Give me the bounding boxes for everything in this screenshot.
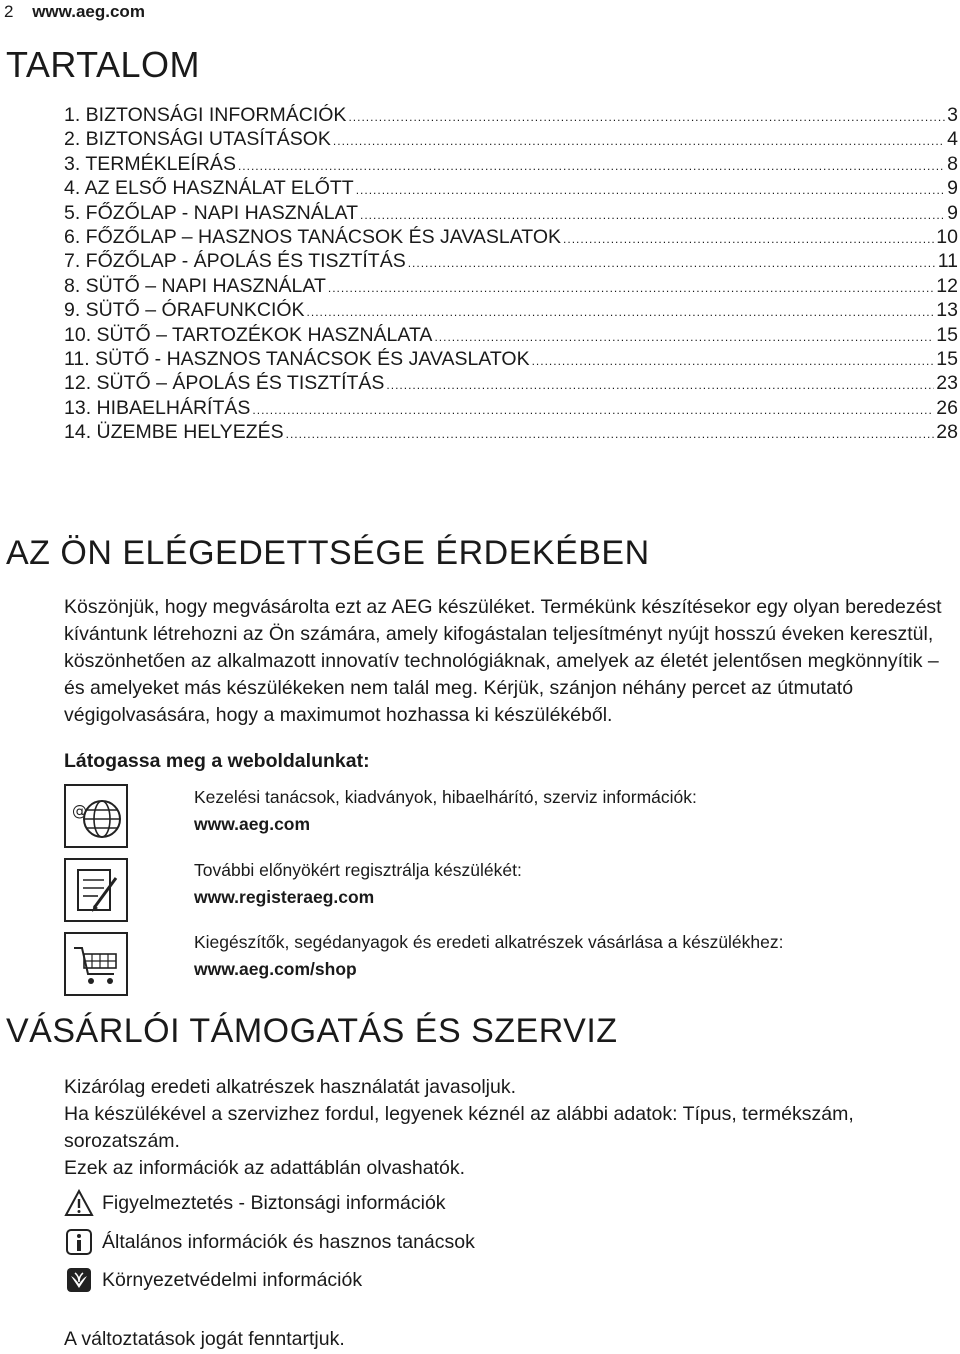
toc-item[interactable]	[64, 104, 958, 128]
footer-note: A változtatások jogát fenntartjuk.	[64, 1328, 345, 1350]
toc-item[interactable]	[64, 421, 958, 445]
toc-item-label: 14. ÜZEMBE HELYEZÉS	[64, 421, 284, 444]
table-of-contents	[64, 104, 958, 445]
toc-leader-dots	[434, 330, 934, 344]
toc-item-page: 9	[947, 177, 958, 200]
toc-item[interactable]	[64, 348, 958, 372]
toc-leader-dots	[307, 305, 935, 319]
toc-item-label: 4. AZ ELSŐ HASZNÁLAT ELŐTT	[64, 177, 354, 200]
info-note	[64, 1227, 475, 1257]
toc-item-page: 9	[947, 201, 958, 224]
info-icon	[64, 1227, 94, 1257]
toc-item[interactable]	[64, 299, 958, 323]
register-form-icon	[64, 858, 128, 922]
toc-leader-dots	[333, 134, 945, 148]
visit-website-label: Látogassa meg a weboldalunkat:	[64, 750, 370, 772]
shop-link-block	[194, 929, 784, 983]
toc-leader-dots	[532, 354, 935, 368]
toc-leader-dots	[286, 427, 935, 441]
warning-note-text: Figyelmeztetés - Biztonsági információk	[102, 1191, 446, 1214]
environment-note-text: Környezetvédelmi információk	[102, 1268, 363, 1291]
warning-triangle-icon	[64, 1188, 94, 1218]
register-link-text: További előnyökért regisztrálja készülékét:	[194, 860, 522, 880]
satisfaction-title: AZ ÖN ELÉGEDETTSÉGE ÉRDEKÉBEN	[6, 534, 650, 572]
toc-item[interactable]	[64, 372, 958, 396]
toc-item[interactable]	[64, 275, 958, 299]
toc-item[interactable]	[64, 324, 958, 348]
environment-leaf-icon	[64, 1265, 94, 1295]
shop-link-text: Kiegészítők, segédanyagok és eredeti alkatrészek vásárlása a készülékhez:	[194, 932, 784, 952]
register-link-url[interactable]: www.registeraeg.com	[194, 887, 375, 907]
register-link-block	[194, 857, 522, 911]
toc-item-page: 12	[936, 274, 958, 297]
toc-leader-dots	[386, 378, 934, 392]
web-globe-icon	[64, 784, 128, 848]
support-title: VÁSÁRLÓI TÁMOGATÁS ÉS SZERVIZ	[6, 1012, 618, 1050]
toc-item[interactable]	[64, 153, 958, 177]
toc-leader-dots	[563, 232, 934, 246]
toc-item-page: 4	[947, 128, 958, 151]
toc-item[interactable]	[64, 250, 958, 274]
environment-note	[64, 1265, 362, 1295]
toc-leader-dots	[408, 256, 936, 270]
web-link-block	[194, 784, 697, 838]
toc-leader-dots	[348, 110, 945, 124]
satisfaction-body: Köszönjük, hogy megvásárolta ezt az AEG készüléket. Termékünk készítésekor egy olyan beredezést kívántunk létrehozni az Ön számára, amely kifogástalan teljesítményt nyújt hosszú éveken keresztül, köszönhetően az alkalmazott innovatív technológiáknak, amelyek az életét jelentősen megkönnyítik – és amelyeket más készülékeken nem talál meg. Kérjük, szánjon néhány percet az útmutató végigolvasására, hogy a maximumot hozhassa ki készülékéből.	[64, 596, 942, 726]
toc-item[interactable]	[64, 177, 958, 201]
toc-item-label: 5. FŐZŐLAP - NAPI HASZNÁLAT	[64, 201, 359, 224]
svg-text:@: @	[72, 802, 87, 820]
site-url[interactable]: www.aeg.com	[32, 2, 145, 21]
toc-item[interactable]	[64, 202, 958, 226]
toc-item-label: 3. TERMÉKLEÍRÁS	[64, 152, 236, 175]
toc-item-page: 15	[936, 323, 958, 346]
toc-leader-dots	[360, 208, 945, 222]
support-body	[64, 1074, 944, 1182]
toc-item-label: 10. SÜTŐ – TARTOZÉKOK HASZNÁLATA	[64, 323, 433, 346]
toc-item-page: 26	[936, 396, 958, 419]
toc-item-page: 3	[947, 104, 958, 126]
toc-item-label: 9. SÜTŐ – ÓRAFUNKCIÓK	[64, 299, 305, 322]
support-line-1: Kizárólag eredeti alkatrészek használatát javasoljuk.	[64, 1076, 516, 1098]
shop-link-url[interactable]: www.aeg.com/shop	[194, 959, 357, 979]
toc-item-label: 1. BIZTONSÁGI INFORMÁCIÓK	[64, 104, 347, 126]
toc-title: TARTALOM	[6, 44, 201, 85]
web-link-url[interactable]: www.aeg.com	[194, 814, 311, 834]
toc-item-label: 11. SÜTŐ - HASZNOS TANÁCSOK ÉS JAVASLATOK	[64, 347, 530, 370]
toc-leader-dots	[238, 159, 945, 173]
shopping-cart-icon	[64, 932, 128, 996]
page-header	[4, 2, 145, 22]
toc-item-label: 13. HIBAELHÁRÍTÁS	[64, 396, 251, 419]
toc-item-page: 28	[936, 421, 958, 444]
toc-item[interactable]	[64, 226, 958, 250]
toc-item[interactable]	[64, 128, 958, 152]
toc-leader-dots	[328, 281, 934, 295]
support-line-3: Ezek az információk az adattáblán olvashatók.	[64, 1157, 466, 1179]
toc-item-page: 10	[936, 225, 958, 248]
toc-item-page: 23	[936, 372, 958, 395]
toc-item[interactable]	[64, 397, 958, 421]
support-line-2: Ha készülékével a szervizhez fordul, legyenek kéznél az alábbi adatok: Típus, termékszám, sorozatszám.	[64, 1103, 854, 1152]
toc-item-label: 6. FŐZŐLAP – HASZNOS TANÁCSOK ÉS JAVASLATOK	[64, 225, 562, 248]
toc-item-label: 8. SÜTŐ – NAPI HASZNÁLAT	[64, 274, 326, 297]
page-number: 2	[4, 2, 14, 21]
warning-note	[64, 1188, 446, 1218]
toc-item-label: 7. FŐZŐLAP - ÁPOLÁS ÉS TISZTÍTÁS	[64, 250, 406, 273]
toc-item-label: 2. BIZTONSÁGI UTASÍTÁSOK	[64, 128, 331, 151]
toc-item-label: 12. SÜTŐ – ÁPOLÁS ÉS TISZTÍTÁS	[64, 372, 385, 395]
toc-item-page: 8	[947, 152, 958, 175]
web-link-text: Kezelési tanácsok, kiadványok, hibaelhárító, szerviz információk:	[194, 787, 697, 807]
info-note-text: Általános információk és hasznos tanácsok	[102, 1230, 475, 1253]
toc-leader-dots	[356, 183, 945, 197]
toc-item-page: 13	[936, 299, 958, 322]
toc-leader-dots	[252, 403, 934, 417]
toc-item-page: 11	[937, 250, 958, 273]
toc-item-page: 15	[936, 347, 958, 370]
